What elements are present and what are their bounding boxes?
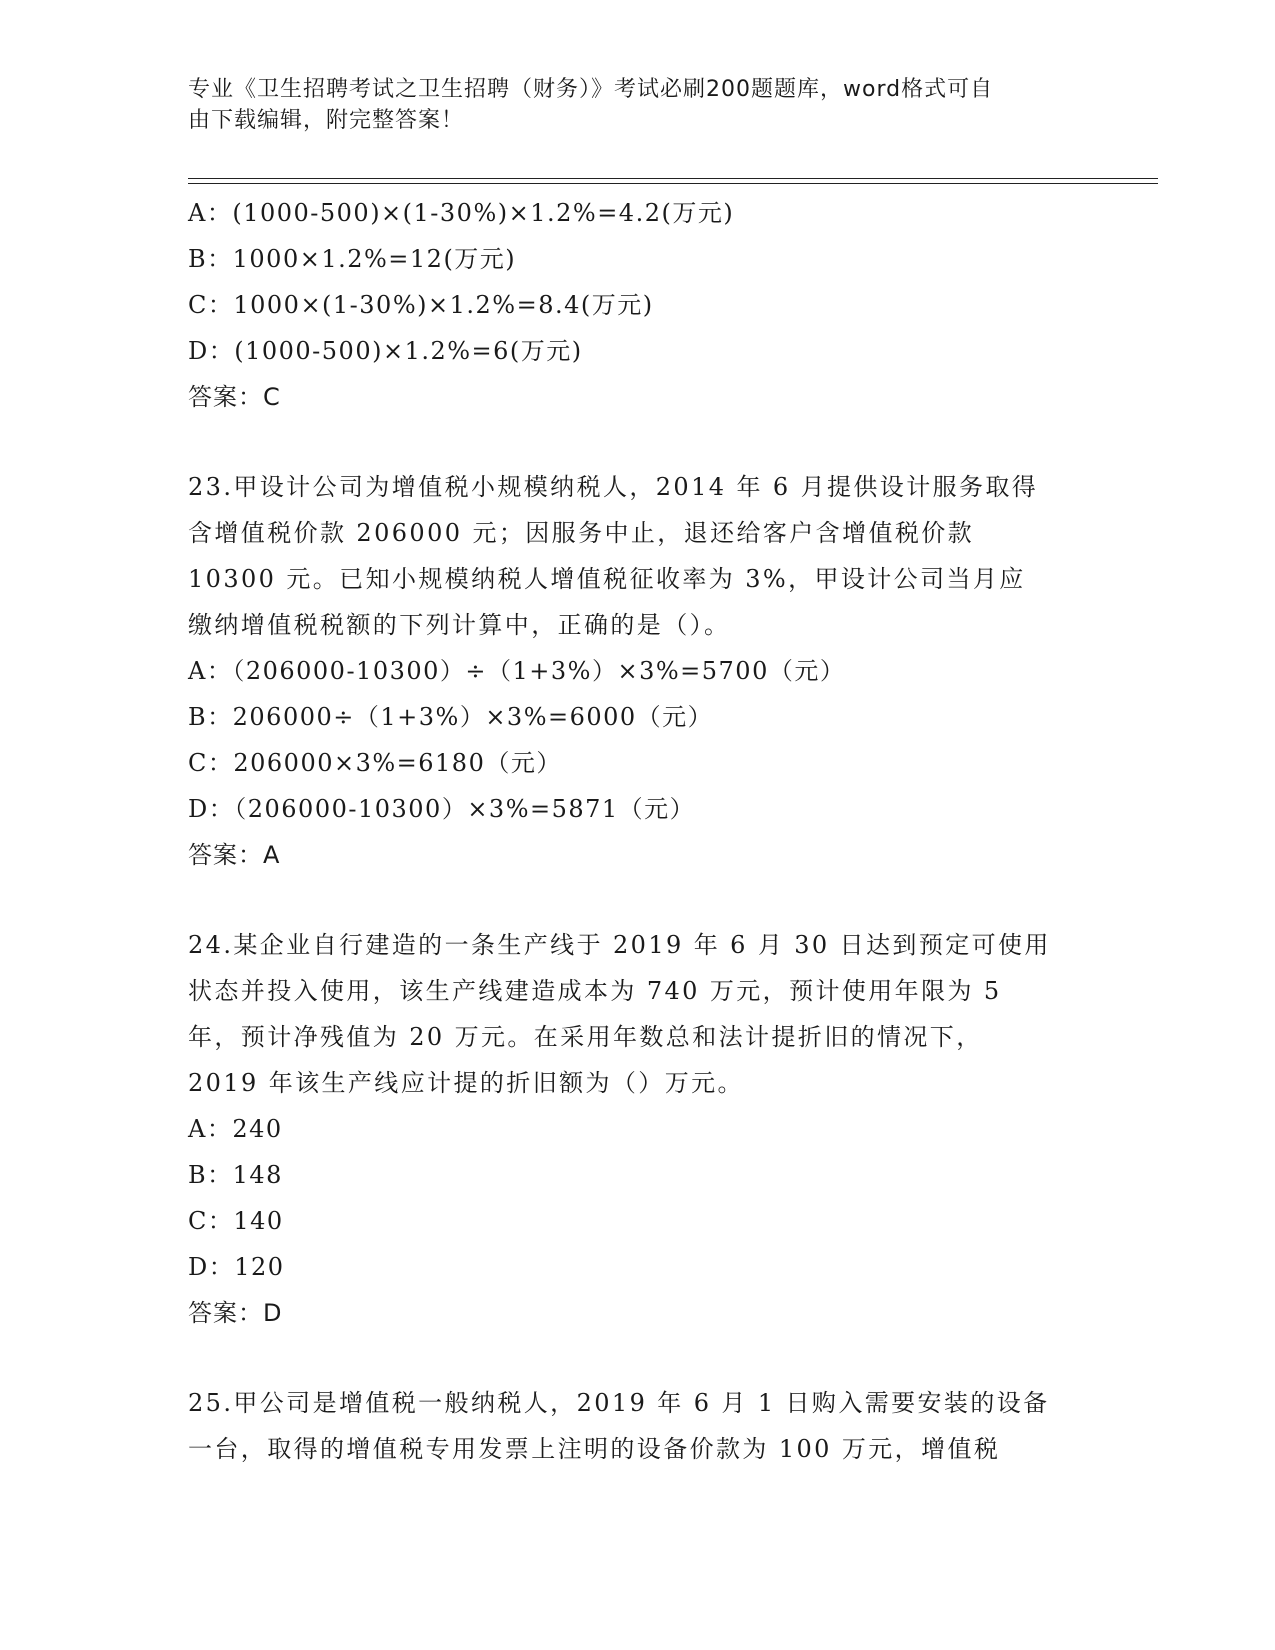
option-a: A：（206000-10300）÷（1+3%）×3%=5700（元） bbox=[188, 657, 846, 685]
option-d: D：120 bbox=[188, 1253, 285, 1281]
option-b: B：148 bbox=[188, 1161, 283, 1189]
answer-label: 答案：C bbox=[188, 383, 281, 411]
option-a: A：(1000-500)×(1-30%)×1.2%=4.2(万元) bbox=[188, 199, 735, 227]
question-block bbox=[188, 1380, 1088, 1472]
question-block bbox=[188, 922, 1088, 1336]
option-a: A：240 bbox=[188, 1115, 283, 1143]
question-text-line: 24.某企业自行建造的一条生产线于 2019 年 6 月 30 日达到预定可使用 bbox=[188, 931, 1051, 959]
header-rule-bottom bbox=[188, 183, 1158, 184]
option-b: B：1000×1.2%=12(万元) bbox=[188, 245, 517, 273]
option-d: D：(1000-500)×1.2%=6(万元) bbox=[188, 337, 583, 365]
question-list bbox=[188, 190, 1088, 1472]
option-c: C：1000×(1-30%)×1.2%=8.4(万元) bbox=[188, 291, 654, 319]
spacer bbox=[188, 420, 1088, 464]
document-header bbox=[188, 74, 1088, 136]
spacer bbox=[188, 878, 1088, 922]
question-text-line: 状态并投入使用，该生产线建造成本为 740 万元，预计使用年限为 5 bbox=[188, 977, 1002, 1005]
question-text-line: 23.甲设计公司为增值税小规模纳税人，2014 年 6 月提供设计服务取得 bbox=[188, 473, 1039, 501]
question-text-line: 25.甲公司是增值税一般纳税人，2019 年 6 月 1 日购入需要安装的设备 bbox=[188, 1389, 1050, 1417]
option-c: C：140 bbox=[188, 1207, 284, 1235]
question-text-line: 10300 元。已知小规模纳税人增值税征收率为 3%，甲设计公司当月应 bbox=[188, 565, 1026, 593]
answer-label: 答案：D bbox=[188, 1299, 283, 1327]
question-block bbox=[188, 464, 1088, 878]
question-text-line: 缴纳增值税税额的下列计算中，正确的是（）。 bbox=[188, 611, 731, 639]
question-text-line: 一台，取得的增值税专用发票上注明的设备价款为 100 万元，增值税 bbox=[188, 1435, 1001, 1463]
question-text-line: 含增值税价款 206000 元；因服务中止，退还给客户含增值税价款 bbox=[188, 519, 975, 547]
header-line-2: 由下载编辑，附完整答案！ bbox=[188, 108, 465, 133]
header-line-1: 专业《卫生招聘考试之卫生招聘（财务）》考试必刷200题题库，word格式可自 bbox=[188, 77, 994, 102]
spacer bbox=[188, 1336, 1088, 1380]
answer-label: 答案：A bbox=[188, 841, 281, 869]
question-text-line: 2019 年该生产线应计提的折旧额为（）万元。 bbox=[188, 1069, 744, 1097]
header-rule-top bbox=[188, 178, 1158, 179]
option-d: D：（206000-10300）×3%=5871（元） bbox=[188, 795, 696, 823]
question-text-line: 年，预计净残值为 20 万元。在采用年数总和法计提折旧的情况下， bbox=[188, 1023, 983, 1051]
question-block bbox=[188, 190, 1088, 420]
option-b: B：206000÷（1+3%）×3%=6000（元） bbox=[188, 703, 714, 731]
option-c: C：206000×3%=6180（元） bbox=[188, 749, 562, 777]
